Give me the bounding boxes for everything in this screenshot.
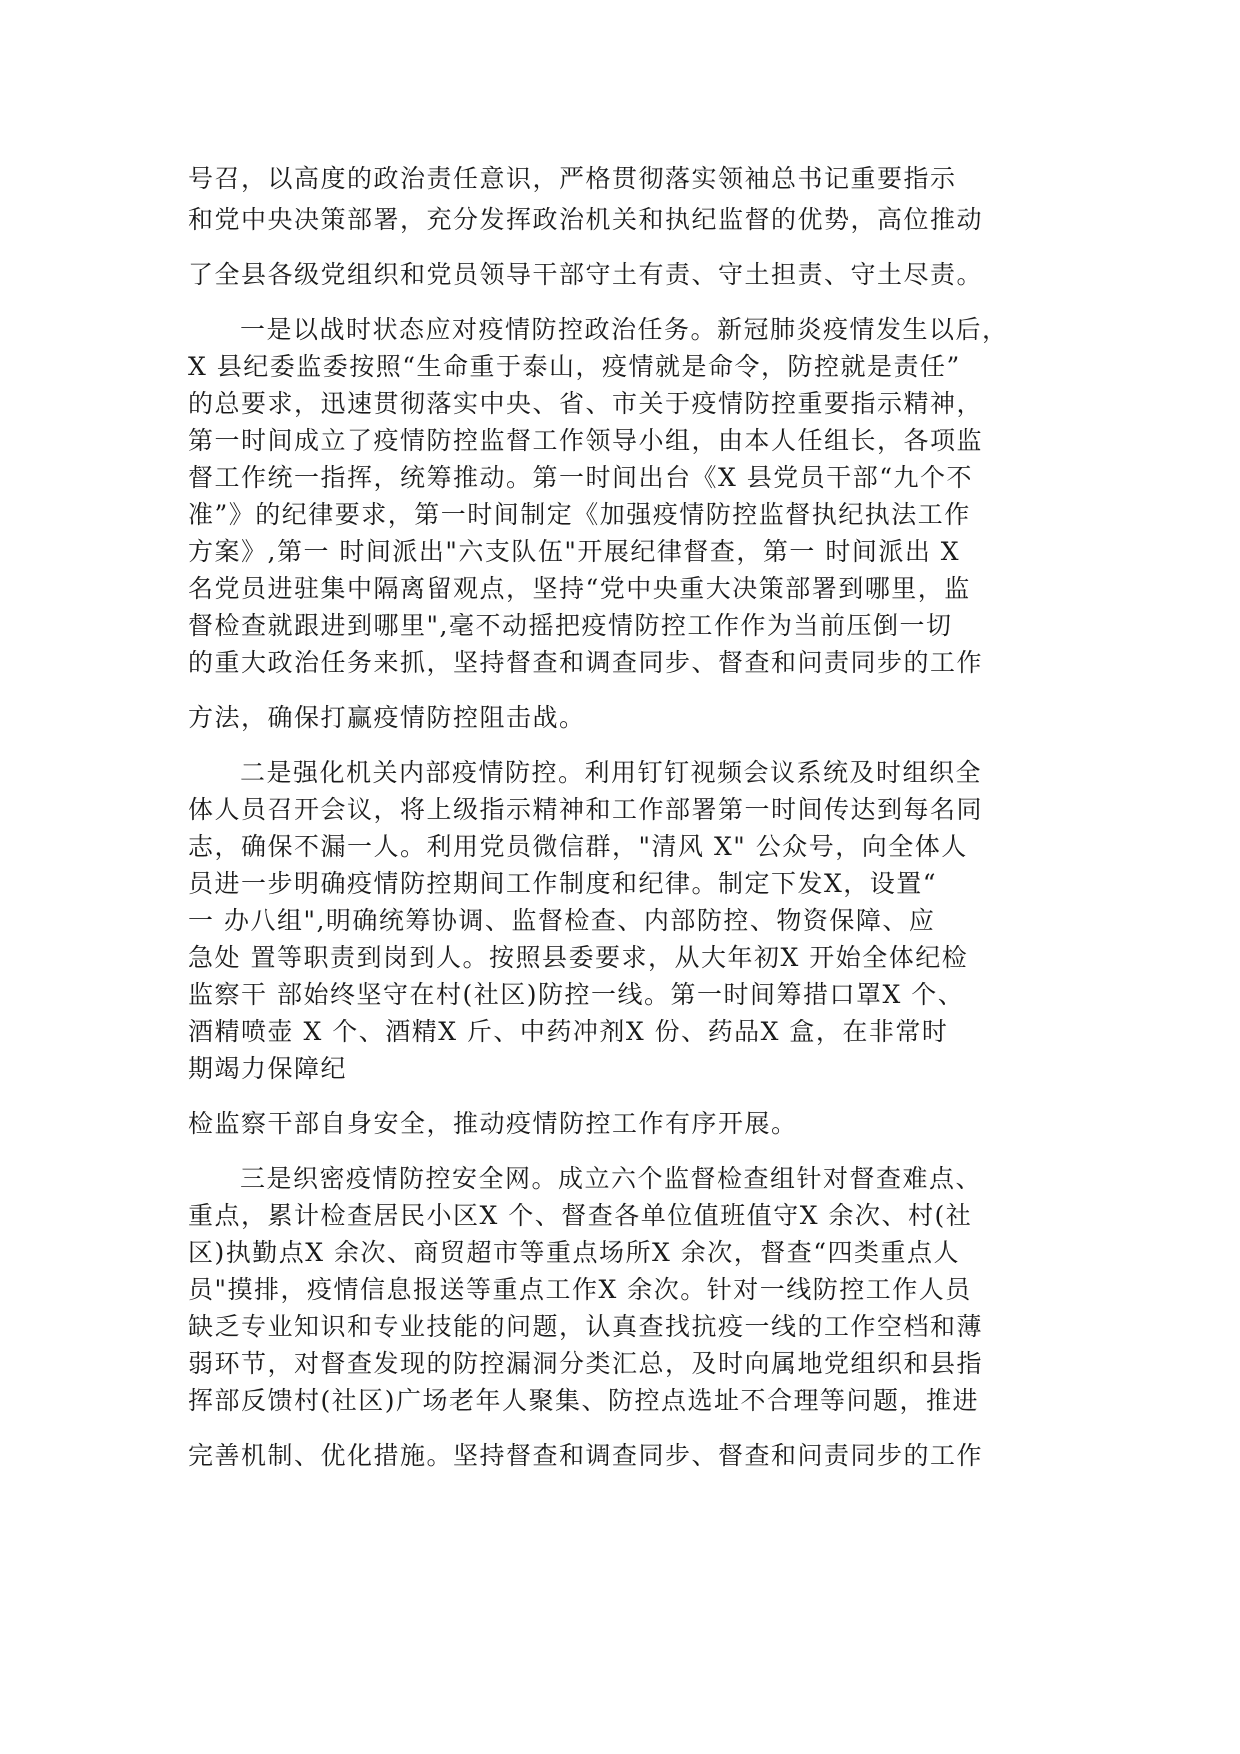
text-line: 员"摸排，疫情信息报送等重点工作X 余次。针对一线防控工作人员	[188, 1275, 972, 1304]
text-line: 员进一步明确疫情防控期间工作制度和纪律。制定下发X，设置“	[188, 869, 938, 898]
text-line: 挥部反馈村(社区)广场老年人聚集、防控点选址不合理等问题，推进	[188, 1386, 980, 1415]
text-line: 重点，累计检查居民小区X 个、督查各单位值班值守X 余次、村(社	[188, 1201, 973, 1230]
text-line: 一是以战时状态应对疫情防控政治任务。新冠肺炎疫情发生以后，	[240, 315, 1009, 344]
text-line: 志，确保不漏一人。利用党员微信群，"清风 X" 公众号，向全体人	[188, 832, 968, 861]
text-line: 的总要求，迅速贯彻落实中央、省、市关于疫情防控重要指示精神，	[188, 389, 984, 418]
text-line: 方法，确保打赢疫情防控阻击战。	[188, 703, 586, 732]
text-line: 第一时间成立了疫情防控监督工作领导小组，由本人任组长，各项监	[188, 426, 984, 455]
text-line: 期竭力保障纪	[188, 1054, 348, 1083]
text-line: 检监察干部自身安全，推动疫情防控工作有序开展。	[188, 1109, 798, 1138]
text-line: 方案》,第一 时间派出"六支队伍"开展纪律督查，第一 时间派出 X	[188, 537, 961, 566]
text-line: 缺乏专业知识和专业技能的问题，认真查找抗疫一线的工作空档和薄	[188, 1312, 984, 1341]
text-line: 体人员召开会议，将上级指示精神和工作部署第一时间传达到每名同	[188, 795, 984, 824]
text-line: 区)执勤点X 余次、商贸超市等重点场所X 余次，督查“四类重点人	[188, 1238, 961, 1267]
text-line: 准”》的纪律要求，第一时间制定《加强疫情防控监督执纪执法工作	[188, 500, 971, 529]
text-line: 急处 置等职责到岗到人。按照县委要求，从大年初X 开始全体纪检	[188, 943, 969, 972]
paragraph-4	[188, 1160, 1068, 1474]
text-line: 酒精喷壶 X 个、酒精X 斤、中药冲剂X 份、药品X 盒，在非常时	[188, 1017, 949, 1046]
text-line: 了全县各级党组织和党员领导干部守土有责、守土担责、守土尽责。	[188, 260, 984, 289]
text-line: 名党员进驻集中隔离留观点，坚持“党中央重大决策部署到哪里，监	[188, 574, 971, 603]
body-text	[188, 160, 1068, 1474]
text-line: X 县纪委监委按照“生命重于泰山，疫情就是命令，防控就是责任”	[188, 352, 961, 381]
text-line: 弱环节，对督查发现的防控漏洞分类汇总，及时向属地党组织和县指	[188, 1349, 984, 1378]
text-line: 三是织密疫情防控安全网。成立六个监督检查组针对督查难点、	[240, 1164, 983, 1193]
text-line: 和党中央决策部署，充分发挥政治机关和执纪监督的优势，高位推动	[188, 205, 984, 234]
text-line: 的重大政治任务来抓，坚持督查和调查同步、督查和问责同步的工作	[188, 648, 984, 677]
text-line: 二是强化机关内部疫情防控。利用钉钉视频会议系统及时组织全	[240, 758, 983, 787]
paragraph-1	[188, 160, 1068, 293]
text-line: 督工作统一指挥，统筹推动。第一时间出台《X 县党员干部“九个不	[188, 463, 974, 492]
text-line: 督检查就跟进到哪里",毫不动摇把疫情防控工作作为当前压倒一切	[188, 611, 953, 640]
paragraph-2	[188, 311, 1068, 736]
text-line: 一 办八组",明确统筹协调、监督检查、内部防控、物资保障、应	[188, 906, 936, 935]
text-line: 监察干 部始终坚守在村(社区)防控一线。第一时间筹措口罩X 个、	[188, 980, 965, 1009]
text-line: 号召，以高度的政治责任意识，严格贯彻落实领袖总书记重要指示	[188, 164, 957, 193]
paragraph-3	[188, 754, 1068, 1142]
text-line: 完善机制、优化措施。坚持督查和调查同步、督查和问责同步的工作	[188, 1441, 984, 1470]
